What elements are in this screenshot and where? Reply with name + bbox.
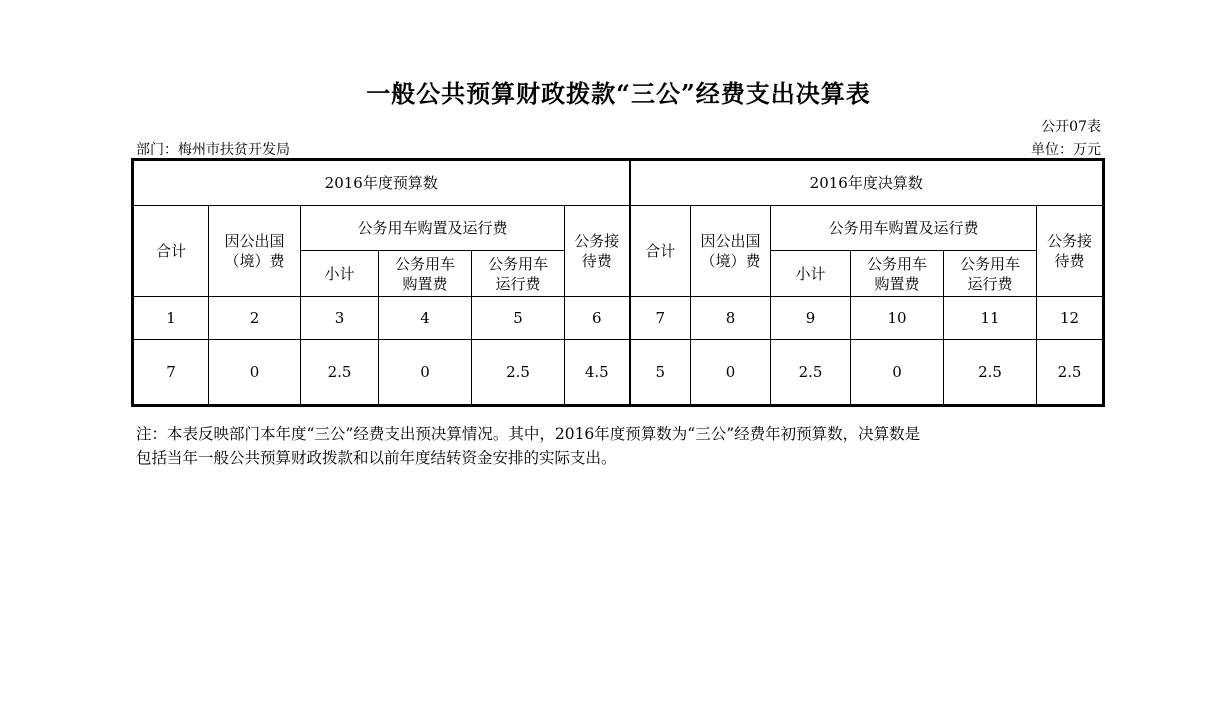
final-abroad-header-line1: 因公出国 (700, 232, 761, 250)
final-abroad-header-line2: （境）费 (700, 252, 761, 270)
budget-abroad-header-line2: （境）费 (224, 252, 285, 270)
final-purchase-header-line2: 购置费 (874, 274, 920, 293)
value-cell: 0 (379, 340, 472, 406)
budget-vehicle-group-header: 公务用车购置及运行费 (301, 206, 565, 251)
budget-subtotal-header: 小计 (301, 251, 379, 297)
final-purchase-header-line1: 公务用车 (866, 254, 927, 273)
final-reception-header-line2: 待费 (1054, 252, 1085, 270)
value-cell: 2.5 (944, 340, 1037, 406)
footnote-line-2: 包括当年一般公共预算财政拨款和以前年度结转资金安排的实际支出。 (136, 449, 617, 467)
value-cell: 2.5 (1037, 340, 1104, 406)
value-cell: 7 (133, 340, 209, 406)
index-cell: 9 (771, 297, 851, 340)
final-subtotal-header: 小计 (771, 251, 851, 297)
value-cell: 0 (209, 340, 301, 406)
index-cell: 3 (301, 297, 379, 340)
value-cell: 5 (630, 340, 691, 406)
final-operation-header (944, 251, 1037, 297)
final-total-header: 合计 (630, 206, 691, 297)
budget-total-header: 合计 (133, 206, 209, 297)
header-row-2 (133, 206, 1104, 251)
budget-reception-header-line1: 公务接 (574, 232, 620, 250)
value-cell: 4.5 (565, 340, 630, 406)
final-reception-header (1037, 206, 1104, 297)
index-cell: 2 (209, 297, 301, 340)
footnote (136, 422, 1116, 470)
header-group-row (133, 160, 1104, 206)
index-cell: 8 (691, 297, 771, 340)
final-abroad-header (691, 206, 771, 297)
index-row (133, 297, 1104, 340)
form-number: 公开07表 (1041, 119, 1101, 135)
unit-label: 单位：万元 (1031, 142, 1101, 158)
three-public-expenses-table (131, 158, 1105, 407)
budget-reception-header-line2: 待费 (581, 252, 612, 270)
index-cell: 7 (630, 297, 691, 340)
budget-operation-header-line1: 公务用车 (487, 254, 548, 273)
budget-purchase-header-line2: 购置费 (402, 274, 448, 293)
page-title: 一般公共预算财政拨款“三公”经费支出决算表 (366, 79, 871, 108)
final-vehicle-group-header: 公务用车购置及运行费 (771, 206, 1037, 251)
budget-purchase-header-line1: 公务用车 (394, 254, 455, 273)
value-cell: 0 (851, 340, 944, 406)
index-cell: 4 (379, 297, 472, 340)
budget-purchase-header (379, 251, 472, 297)
final-reception-header-line1: 公务接 (1046, 232, 1092, 250)
final-operation-header-line1: 公务用车 (959, 254, 1020, 273)
index-cell: 5 (472, 297, 565, 340)
final-group-header: 2016年度决算数 (630, 160, 1104, 206)
budget-operation-header (472, 251, 565, 297)
budget-operation-header-line2: 运行费 (495, 274, 541, 293)
final-purchase-header (851, 251, 944, 297)
values-row (133, 340, 1104, 406)
footnote-line-1: 注：本表反映部门本年度“三公”经费支出预决算情况。其中，2016年度预算数为“三公”经费年初预算数，决算数是 (136, 425, 921, 443)
final-operation-header-line2: 运行费 (967, 274, 1013, 293)
budget-reception-header (565, 206, 630, 297)
budget-abroad-header-line1: 因公出国 (224, 232, 285, 250)
value-cell: 0 (691, 340, 771, 406)
index-cell: 10 (851, 297, 944, 340)
budget-group-header: 2016年度预算数 (133, 160, 630, 206)
department-label: 部门：梅州市扶贫开发局 (136, 142, 290, 158)
index-cell: 12 (1037, 297, 1104, 340)
value-cell: 2.5 (771, 340, 851, 406)
index-cell: 11 (944, 297, 1037, 340)
value-cell: 2.5 (472, 340, 565, 406)
index-cell: 1 (133, 297, 209, 340)
value-cell: 2.5 (301, 340, 379, 406)
index-cell: 6 (565, 297, 630, 340)
budget-abroad-header (209, 206, 301, 297)
